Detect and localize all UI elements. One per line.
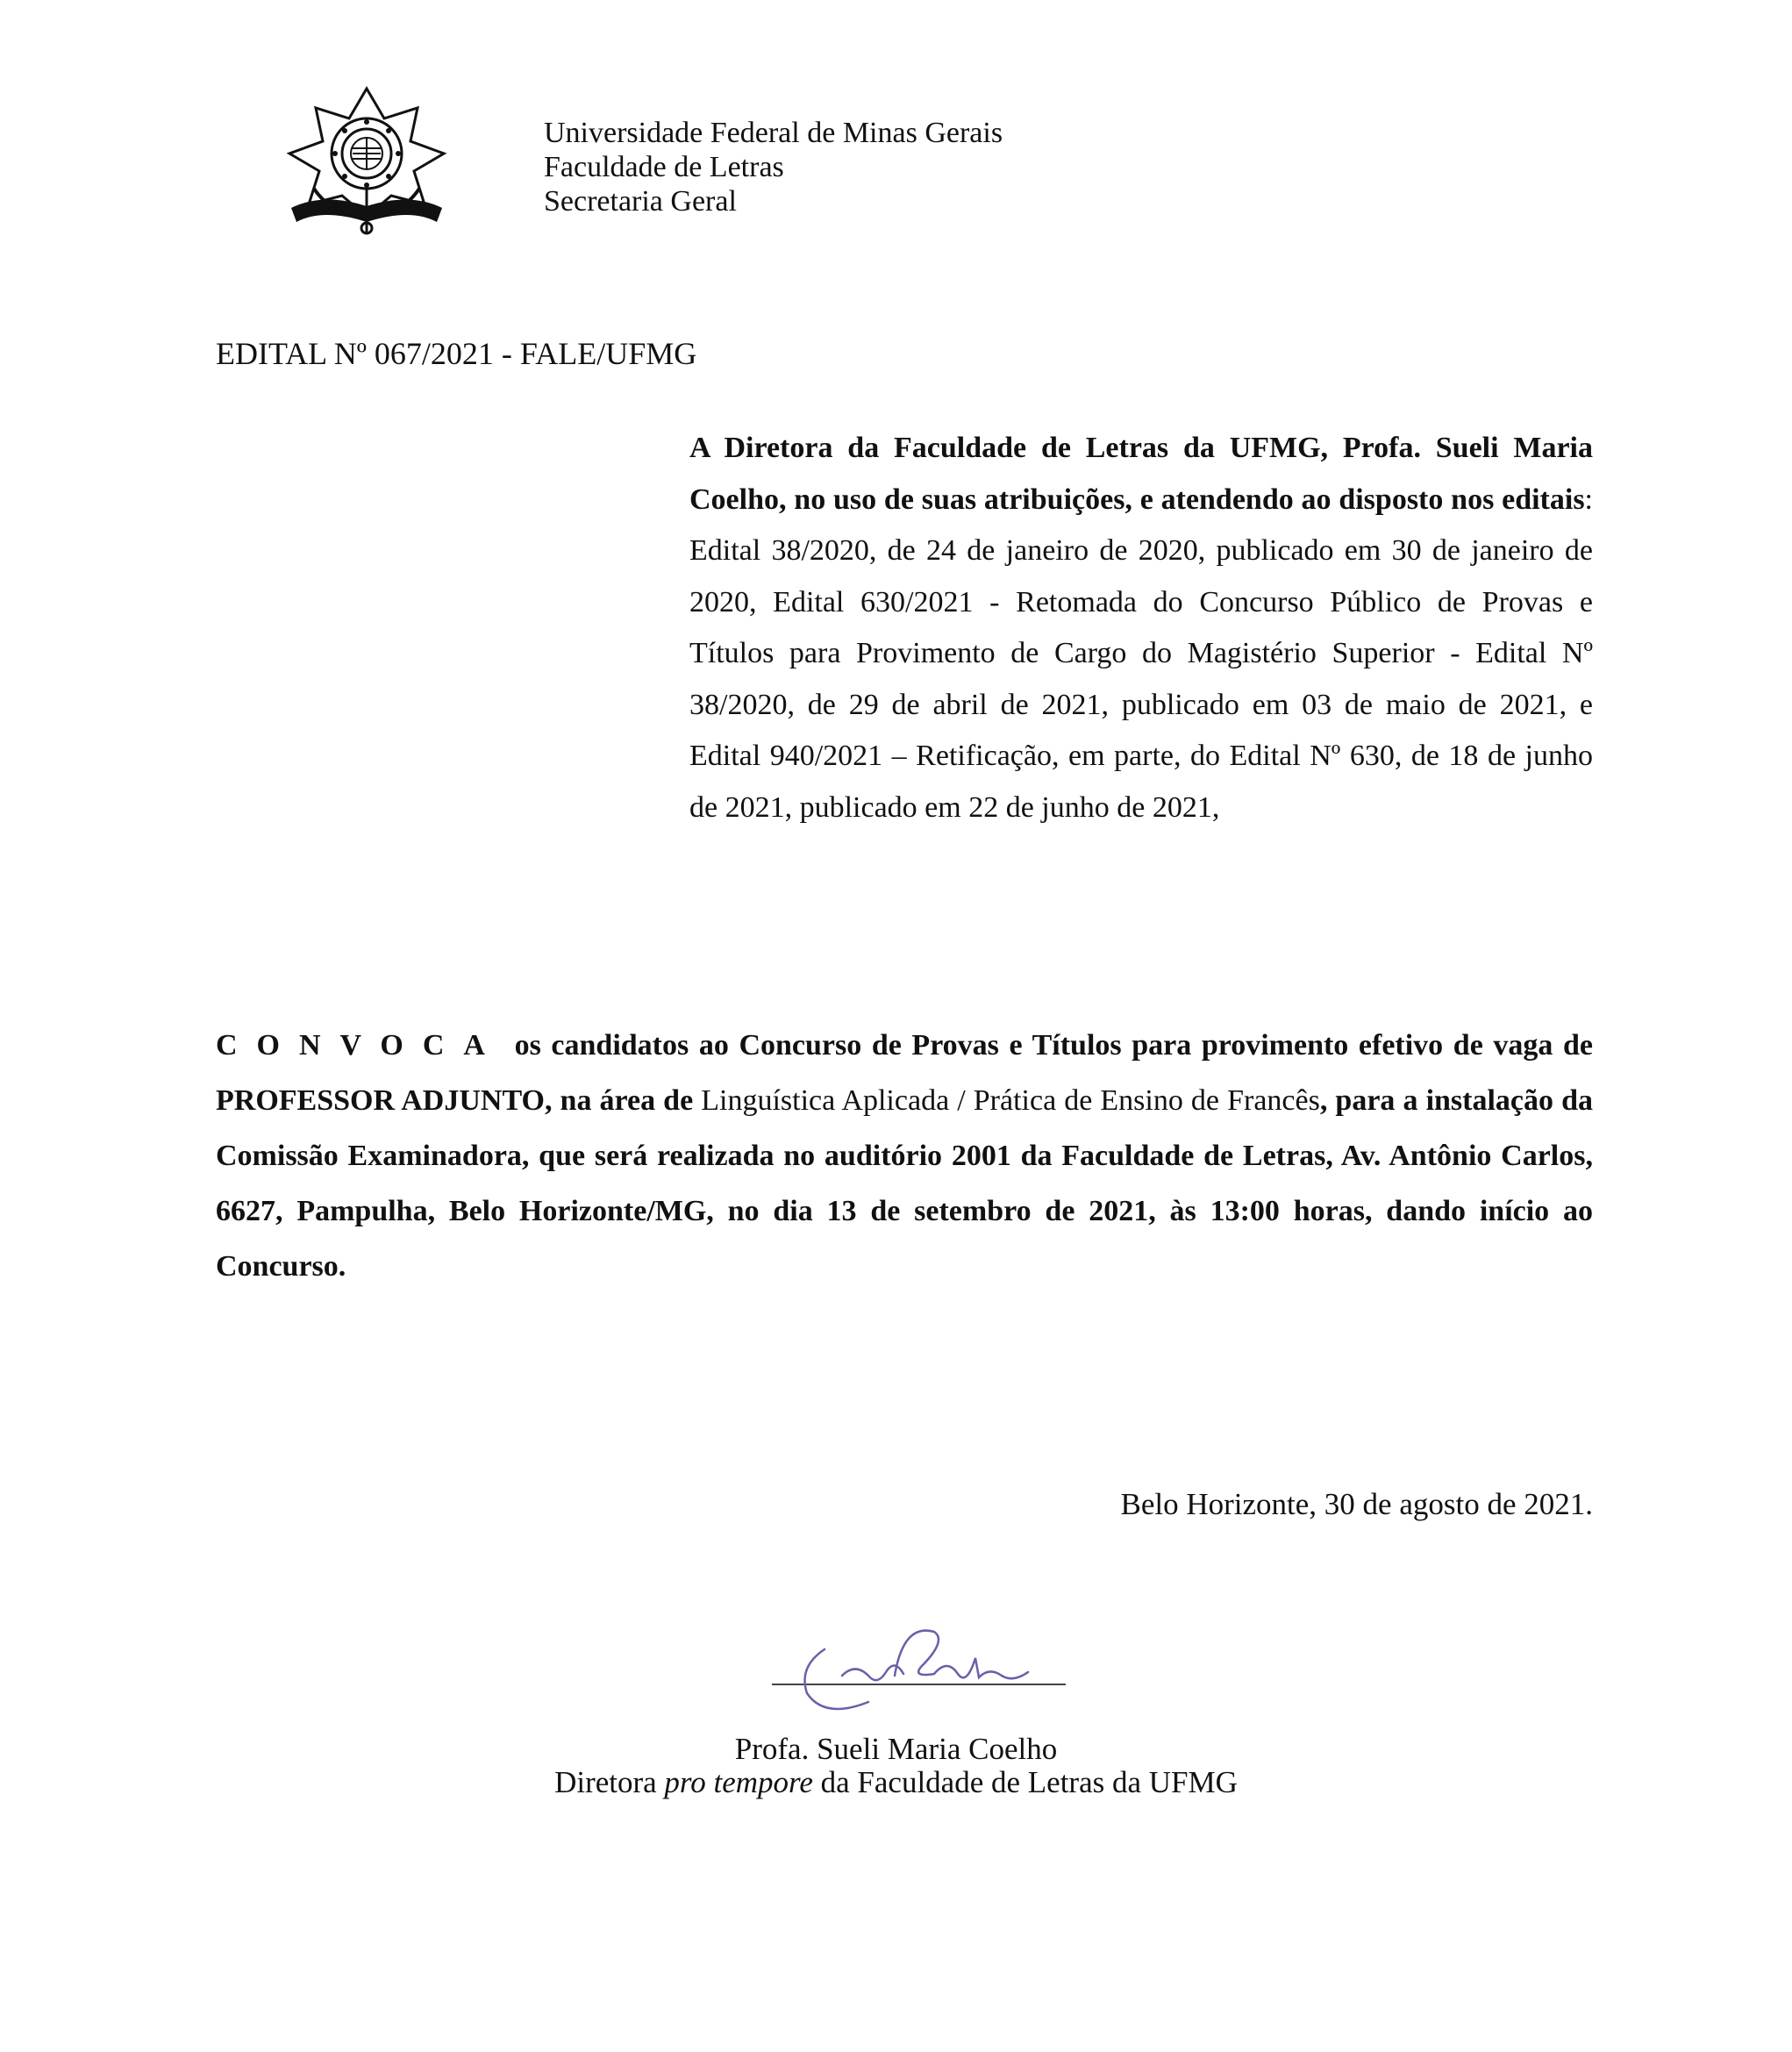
signature-block: [0, 1733, 1792, 1799]
edital-title: EDITAL Nº 067/2021 - FALE/UFMG: [216, 336, 697, 371]
convocation-paragraph: [216, 1018, 1593, 1294]
date-line: Belo Horizonte, 30 de agosto de 2021.: [1120, 1487, 1593, 1521]
convocation-area: Linguística Aplicada / Prática de Ensino de Francês: [701, 1084, 1320, 1117]
brazil-coat-of-arms-seal: [279, 83, 454, 238]
handwritten-signature: [772, 1605, 1070, 1720]
convocation-verb: CONVOCA: [216, 1029, 504, 1062]
faculty-name: Faculdade de Letras: [544, 151, 784, 183]
institution-name: Universidade Federal de Minas Gerais: [544, 117, 1003, 149]
department-name: Secretaria Geral: [544, 185, 737, 218]
convocation-part1: os candidatos ao Concurso de Provas e Títulos para provimento efetivo de vaga de PROFESSOR ADJUNTO, na área de: [216, 1029, 1593, 1117]
signer-title: Diretora pro tempore da Faculdade de Letras da UFMG: [554, 1765, 1238, 1799]
preamble-rest: : Edital 38/2020, de 24 de janeiro de 2020, publicado em 30 de janeiro de 2020, Edital 630/2021 - Retomada do Concurso Público de Provas e Títulos para Provimento de Cargo do Magistério Superior - Edital Nº 38/2020, de 29 de abril de 2021, publicado em 03 de maio de 2021, e Edital 940/2021 – Retificação, em parte, do Edital Nº 630, de 18 de junho de 2021, publicado em 22 de junho de 2021,: [689, 483, 1593, 824]
signer-name: Profa. Sueli Maria Coelho: [734, 1732, 1058, 1766]
preamble-bold: A Diretora da Faculdade de Letras da UFMG, Profa. Sueli Maria Coelho, no uso de suas atribuições, e atendendo ao disposto nos editais: [689, 432, 1593, 516]
convocation-part2: , para a instalação da Comissão Examinadora, que será realizada no auditório 2001 da Faculdade de Letras, Av. Antônio Carlos, 6627, Pampulha, Belo Horizonte/MG, no dia 13 de setembro de 2021, às 13:00 horas, dando início ao Concurso.: [216, 1084, 1594, 1283]
preamble-paragraph: [689, 423, 1593, 833]
institution-header: [544, 116, 1003, 218]
